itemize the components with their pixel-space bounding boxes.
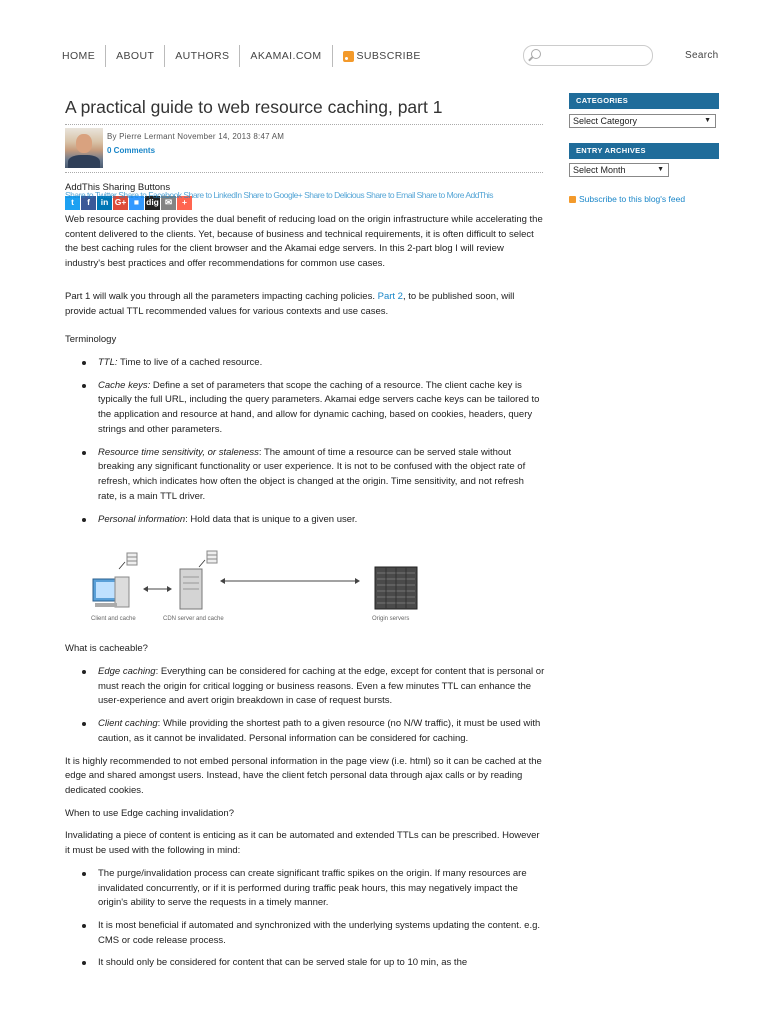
client-computer-icon — [93, 577, 129, 607]
nav-akamai[interactable]: AKAMAI.COM — [240, 45, 332, 67]
term: Cache keys: — [98, 379, 151, 391]
definition: : Everything can be considered for caching at the edge, except for content that is personal or must reach the origin for critical logging or business reasons. Even a few minutes TTL can enhance the user-experience and avert origin breakdown in case of request bursts. — [98, 665, 545, 707]
search-input[interactable] — [546, 48, 646, 63]
linkedin-icon[interactable]: in — [97, 196, 112, 210]
cacheable-list — [65, 665, 545, 747]
cdn-server-icon — [180, 569, 202, 609]
search-icon — [531, 49, 541, 59]
list-item — [65, 446, 545, 505]
term: Resource time sensitivity, or staleness — [98, 446, 259, 458]
month-select[interactable] — [569, 163, 669, 177]
definition: Define a set of parameters that scope the caching of a resource. The client cache key is typically the full URL, including the query parameters. Akamai edge servers cache keys can be tailored to the application and resource at hand, and allow for dynamic caching, based on cookies, headers, query strings and other parameters. — [98, 379, 540, 435]
rss-icon — [343, 51, 354, 62]
text: , to be published soon, will provide actual TTL recommended values for various contexts and use cases. — [65, 290, 515, 317]
category-select-value: Select Category — [573, 116, 638, 126]
terminology-list — [65, 356, 545, 527]
nav-subscribe-label: SUBSCRIBE — [356, 50, 421, 62]
definition: Time to live of a cached resource. — [117, 357, 263, 369]
paragraph — [65, 290, 545, 319]
list-item: It is most beneficial if automated and synchronized with the underlying systems updating the content. e.g. CMS or code release process. — [65, 919, 545, 948]
dropdown-arrow-icon: ▼ — [704, 117, 711, 124]
list-item: It should only be considered for content that can be served stale for up to 10 min, as the — [65, 956, 545, 971]
nav-subscribe[interactable] — [333, 45, 431, 67]
category-select[interactable] — [569, 114, 716, 128]
facebook-icon[interactable]: f — [81, 196, 96, 210]
archives-header: ENTRY ARCHIVES — [569, 143, 719, 159]
list-item — [65, 665, 545, 709]
paragraph: Web resource caching provides the dual benefit of reducing load on the origin infrastructure while accelerating the content delivered to the clients. Yet, because of business and technical requirements, it is often difficult to select the best caching rules for the client browser and the Akamai edge servers. In this 2-part blog I will review industry's best practices and offer recommendations for common use cases. — [65, 214, 543, 270]
categories-header: CATEGORIES — [569, 93, 719, 109]
paragraph: It is highly recommended to not embed personal information in the page view (i.e. html) so it can be cached at the edge and shared amongst users. Instead, have the client fetch personal data through ajax calls or by reading dedicated cookies. — [65, 755, 542, 796]
addthis-label: AddThis Sharing Buttons — [65, 182, 171, 193]
section-heading: Terminology — [65, 334, 117, 346]
section-heading: When to use Edge caching invalidation? — [65, 807, 235, 819]
top-nav — [62, 45, 431, 67]
author-avatar — [65, 128, 103, 168]
definition: : The amount of time a resource can be served stale without breaking any significant functionality or user experience. It is not to be confused with the object rate of refresh, which indicates how often the object is changed at the origin. Time sensitivity, and not refresh rate, is a main TTL driver. — [98, 446, 526, 502]
digg-icon[interactable]: dig — [145, 196, 160, 210]
diagram-graphic — [85, 549, 445, 619]
diagram-label-origin: Origin servers — [372, 616, 410, 623]
paragraph: Invalidating a piece of content is enticing as it can be automated and extended TTLs can be prescribed. However it must be used with the following in mind: — [65, 830, 540, 857]
share-overlay-text[interactable]: Share to Twitter Share to Facebook Share to LinkedIn Share to Google+ Share to Delicious Share to Email Share to More AddThis — [65, 190, 494, 200]
diagram-label-client: Client and cache — [91, 616, 136, 623]
rss-icon — [569, 196, 576, 203]
article-body — [65, 213, 545, 979]
list-item — [65, 356, 545, 371]
term: Edge caching — [98, 665, 156, 677]
feed-link-label: Subscribe to this blog's feed — [579, 194, 686, 204]
delicious-icon[interactable]: ■ — [129, 196, 144, 210]
list-item — [65, 513, 545, 528]
term: TTL: — [98, 357, 118, 369]
diagram-label-cdn: CDN server and cache — [163, 616, 224, 623]
definition: : While providing the shortest path to a given resource (no N/W traffic), it must be used with caution, as it cannot be invalidated. Personal information can be considered for caching. — [98, 718, 541, 744]
search-box — [523, 45, 653, 66]
invalidation-list — [65, 867, 545, 971]
month-select-value: Select Month — [573, 165, 626, 175]
nav-authors[interactable]: AUTHORS — [165, 45, 240, 67]
term: Personal information — [98, 513, 186, 525]
text: Part 1 will walk you through all the parameters impacting caching policies. — [65, 290, 378, 302]
list-item — [65, 379, 545, 438]
subscribe-feed-link[interactable] — [569, 193, 685, 206]
post-title: A practical guide to web resource caching, part 1 — [65, 97, 443, 117]
divider — [65, 172, 543, 173]
part2-link[interactable]: Part 2 — [377, 290, 403, 302]
divider — [65, 124, 543, 125]
search-button[interactable]: Search — [685, 50, 719, 61]
twitter-icon[interactable]: t — [65, 196, 80, 210]
nav-home[interactable]: HOME — [62, 45, 106, 67]
section-heading: What is cacheable? — [65, 643, 148, 655]
caching-diagram — [85, 549, 445, 634]
list-item — [65, 717, 545, 746]
definition: : Hold data that is unique to a given user. — [185, 513, 358, 525]
cdn-cache-icon — [199, 551, 217, 567]
origin-servers-icon — [375, 567, 417, 609]
email-icon[interactable]: ✉ — [161, 196, 176, 210]
client-cache-icon — [119, 553, 137, 569]
nav-about[interactable]: ABOUT — [106, 45, 165, 67]
more-icon[interactable]: + — [177, 196, 192, 210]
term: Client caching — [98, 718, 158, 730]
googleplus-icon[interactable]: G+ — [113, 196, 128, 210]
dropdown-arrow-icon: ▼ — [657, 166, 664, 173]
list-item: The purge/invalidation process can create significant traffic spikes on the origin. If many resources are invalidated concurrently, or if it is performed during traffic peak hours, this may negatively impact the origin's ability to serve the requests in a timely manner. — [65, 867, 545, 911]
comments-link[interactable]: 0 Comments — [107, 146, 156, 155]
post-byline: By Pierre Lermant November 14, 2013 8:47 AM — [107, 132, 285, 141]
